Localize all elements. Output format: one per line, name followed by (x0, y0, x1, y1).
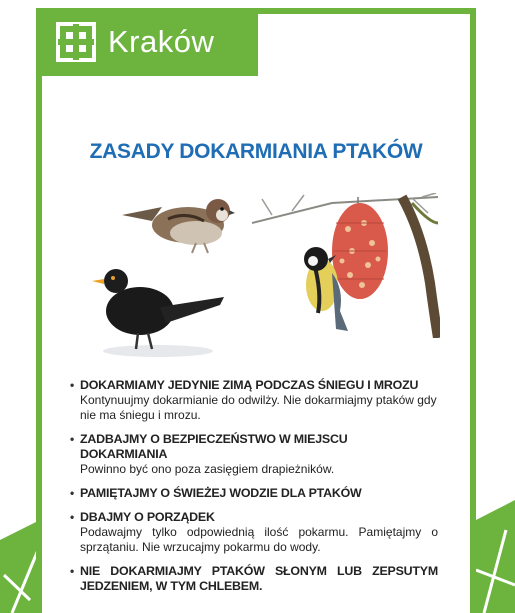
sparrow-icon (118, 193, 236, 255)
krakow-square-logo-icon (56, 22, 96, 62)
page-title: ZASADY DOKARMIANIA PTAKÓW (89, 140, 423, 163)
list-item (80, 378, 438, 423)
right-decoration (476, 490, 515, 613)
rule-detail: Podawajmy tylko odpowiednią ilość pokarmu. Pamiętajmy o sprzątaniu. Nie wrzucajmy pokarmu do wody. (80, 525, 438, 554)
left-decoration (0, 480, 40, 613)
rule-detail: Kontynuujmy dokarmianie do odwilży. Nie dokarmiajmy ptaków gdy nie ma śniegu i mrozu. (80, 393, 437, 422)
rule-heading: • ZADBAJMY O BEZPIECZEŃSTWO W MIEJSCU DOKARMIANIA (80, 432, 348, 461)
rule-heading: • DBAJMY O PORZĄDEK (80, 510, 215, 524)
list-item (80, 510, 438, 555)
rule-heading: • NIE DOKARMIAJMY PTAKÓW SŁONYM LUB ZEPSUTYM JEDZENIEM, W TYM CHLEBEM. (80, 564, 438, 593)
list-item (80, 486, 438, 501)
blackbird-icon (88, 263, 228, 358)
rules-list (80, 378, 438, 603)
brand-name: Kraków (108, 24, 215, 59)
rule-heading: • DOKARMIAMY JEDYNIE ZIMĄ PODCZAS ŚNIEGU I MROZU (80, 378, 419, 392)
rule-heading: • PAMIĘTAJMY O ŚWIEŻEJ WODZIE DLA PTAKÓW (80, 486, 362, 500)
great-tit-on-feeder-icon (252, 193, 440, 338)
list-item (80, 564, 438, 594)
brand-header (36, 8, 258, 76)
rule-detail: Powinno być ono poza zasięgiem drapieżników. (80, 462, 335, 476)
list-item (80, 432, 438, 477)
